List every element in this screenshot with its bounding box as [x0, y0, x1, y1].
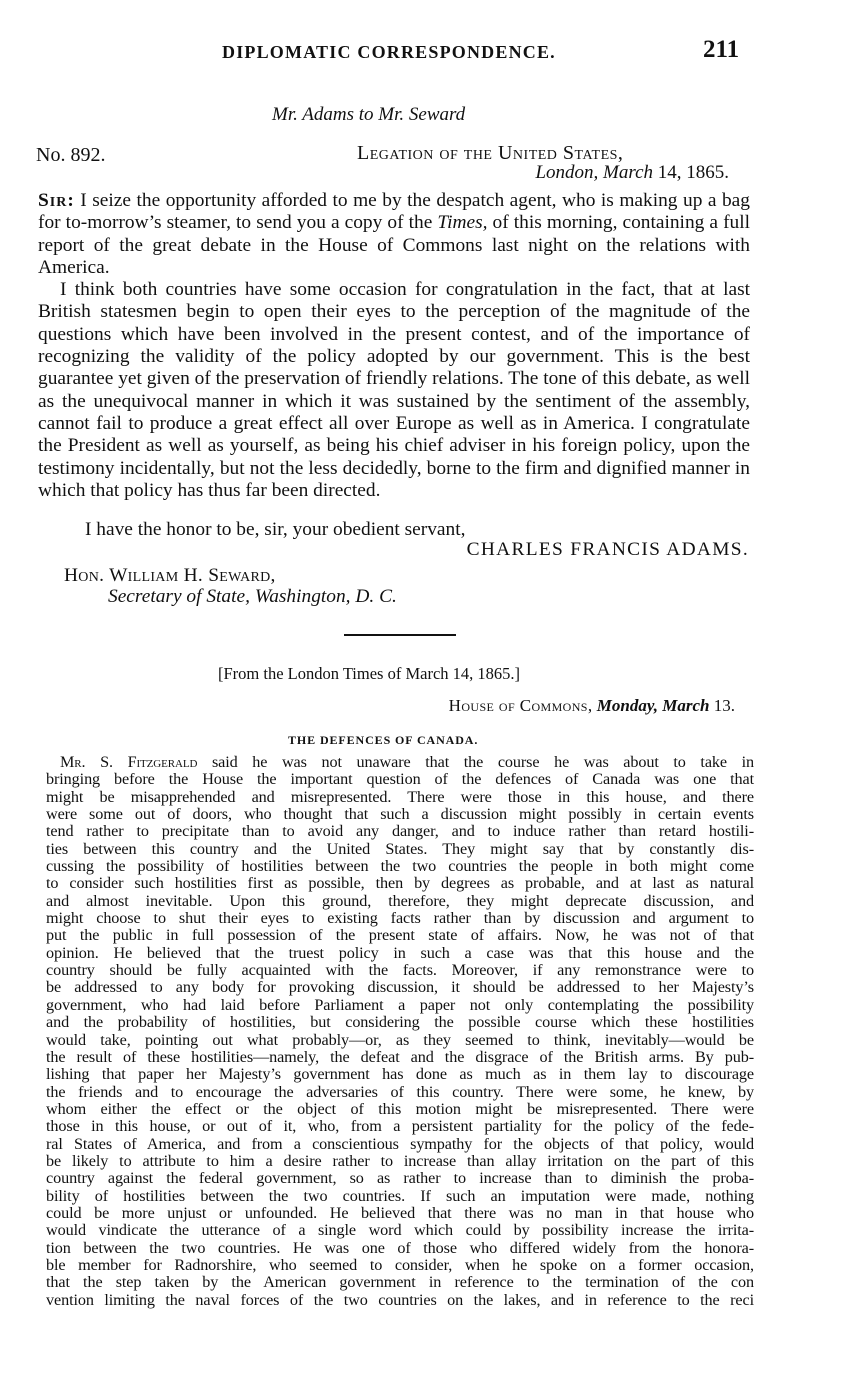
letter-paragraph-1 [38, 190, 750, 279]
report-line [46, 1188, 754, 1205]
report-line [46, 1153, 754, 1170]
report-line [46, 1136, 754, 1153]
separator-rule [344, 634, 456, 636]
report-line [46, 997, 754, 1014]
dateline [535, 162, 729, 184]
debate-report [46, 754, 754, 1309]
report-line [46, 858, 754, 875]
report-line-text: would vindicate the utterance of a single word which could by possibility increase the irrita- [46, 1221, 754, 1240]
report-line [46, 789, 754, 806]
report-line-text: and the probability of hostilities, but considering the possible course which these hostilities [46, 1013, 754, 1032]
report-line [46, 1240, 754, 1257]
running-title: DIPLOMATIC CORRESPONDENCE. [222, 42, 556, 62]
report-line [46, 823, 754, 840]
dateline-place: London, [535, 162, 599, 183]
report-line [46, 875, 754, 892]
report-line [46, 1066, 754, 1083]
report-line-text: that the step taken by the American government in reference to the termination of the con [46, 1273, 754, 1292]
report-line [46, 1170, 754, 1187]
house-name: House of Commons, [448, 696, 593, 715]
report-line [46, 979, 754, 996]
report-line [46, 1222, 754, 1239]
report-line [46, 1292, 754, 1309]
report-line-text: vention limiting the naval forces of the two countries on the lakes, and in reference to the reci [46, 1290, 754, 1309]
report-line [46, 1049, 754, 1066]
salutation: Sir: [38, 190, 75, 211]
report-line-text: would take, pointing out what probably—or, as they seemed to think, inevitably—would be [46, 1030, 754, 1049]
report-line-text: were some out of doors, who thought that such a discussion might possibly in certain events [46, 805, 754, 824]
report-line-text: ties between this country and the United States. They might say that by constantly dis- [46, 839, 754, 858]
p1-text-b: of this morning, containing a full report of the great debate in the House of Commons last night on the relations with America. [38, 212, 750, 278]
report-line-text: lishing that paper her Majesty’s government has done as much as in them lay to discourage [46, 1065, 754, 1084]
report-line-text: bringing before the House the important question of the defences of Canada was one that [46, 770, 754, 789]
house-day: Monday, [596, 696, 659, 715]
report-line-text: be likely to attribute to him a desire rather to increase than allay irritation on the part of this [46, 1151, 754, 1170]
times-title: Times, [437, 212, 488, 234]
report-line-text: might be misapprehended and misrepresented. There were those in this house, and there [46, 787, 754, 806]
speaker-name: Mr. S. Fitzgerald [60, 753, 212, 771]
report-line-text: be addressed to any body for provoking discussion, it should be addressed to her Majesty’s [46, 978, 754, 997]
report-line [46, 910, 754, 927]
report-line-text: ral States of America, and from a conscientious sympathy for the objects of that policy, would [46, 1134, 754, 1153]
clipping-house-line [449, 696, 735, 716]
report-line [46, 1274, 754, 1291]
addressee-title: Secretary of State, Washington, D. C. [108, 586, 397, 607]
despatch-number: No. 892. [36, 144, 106, 166]
report-line-text: ble member for Radnorshire, who seemed to consider, when he spoke on a former occasion, [46, 1255, 754, 1274]
legation-line: Legation of the United States, [357, 142, 624, 164]
report-line-text: said he was not unaware that the course he was about to take in [211, 753, 755, 771]
section-title: THE DEFENCES OF CANADA. [288, 733, 479, 747]
report-line-text: whom either the effect or the object of this motion might be misrepresented. There were [46, 1099, 754, 1118]
report-line-text: the result of these hostilities—namely, the defeat and the disgrace of the British arms. By pub- [46, 1047, 754, 1066]
report-line [46, 1257, 754, 1274]
report-line-text: put the public in full possession of the present state of affairs. Now, he was not of that [46, 926, 754, 945]
report-line-text: the friends and to encourage the adversaries of this country. There were some, he knew, by [46, 1082, 754, 1101]
p1-text-a: I seize the opportunity afforded to me by the despatch agent, who is making up a bag for to-morrow’s steamer, to send you a copy of the [38, 190, 750, 234]
page-number: 211 [703, 36, 740, 63]
report-line-text: government, who had laid before Parliament a paper not only contemplating the possibility [46, 995, 754, 1014]
report-line-text: to consider such hostilities first as possible, then by degrees as probable, and at last as natural [46, 874, 754, 893]
report-line [46, 1084, 754, 1101]
addressee: Hon. William H. Seward, [64, 565, 276, 586]
letter-body [38, 190, 750, 502]
report-line [46, 927, 754, 944]
report-line [46, 945, 754, 962]
dateline-date: 14, 1865. [657, 162, 729, 183]
report-line [46, 806, 754, 823]
report-line-text: might choose to shut their eyes to existing facts rather than by discussion and argument to [46, 909, 754, 928]
letter-paragraph-2: I think both countries have some occasion for congratulation in the fact, that at last British statesmen begin to open their eyes to the perception of the magnitude of the questions which have been involved in the present contest, and of the importance of recognizing the validity of the policy adopted by our government. This is the best guarantee yet given of the preservation of friendly relations. The tone of this debate, as well as the unequivocal manner in which it was sustained by the sentiment of the assembly, cannot fail to produce a great effect all over Europe as well as in America. I congratulate the President as well as yourself, as being his chief adviser in his foreign policy, upon the testimony incidentally, but not the less decidedly, borne to the firm and dignified manner in which that policy has thus far been directed. [38, 279, 750, 501]
report-line [46, 1014, 754, 1031]
report-line-text: could be more unjust or unfounded. He believed that there was no man in that house who [46, 1203, 754, 1222]
letter-heading: Mr. Adams to Mr. Seward [272, 104, 466, 125]
report-line [46, 771, 754, 788]
report-line-text: and almost inevitable. Upon this ground, therefore, they might deprecate discussion, and [46, 891, 754, 910]
report-line [46, 1032, 754, 1049]
report-line [46, 1118, 754, 1135]
report-line [46, 893, 754, 910]
clipping-source: [From the London Times of March 14, 1865.] [218, 664, 521, 683]
house-month: March [662, 696, 710, 715]
closing-line: I have the honor to be, sir, your obedient servant, [85, 519, 466, 540]
report-line [46, 962, 754, 979]
report-line-text: bility of hostilities between the two countries. If such an imputation were made, nothing [46, 1186, 754, 1205]
report-line-text: opinion. He believed that the truest policy in such a case was that this house and the [46, 943, 754, 962]
report-line-text: cussing the possibility of hostilities between the two countries the people in both might come [46, 857, 754, 876]
signature: CHARLES FRANCIS ADAMS. [466, 539, 749, 560]
report-line-text: those in this house, or out of it, who, from a persistent partiality for the policy of the fede- [46, 1117, 754, 1136]
report-line-text: tend rather to precipitate than to avoid any danger, and to induce rather than retard hostili- [46, 822, 754, 841]
report-line [46, 841, 754, 858]
report-line-text: country should be fully acquainted with the facts. Moreover, if any remonstrance were to [46, 961, 754, 980]
report-line [46, 1205, 754, 1222]
dateline-month: March [603, 162, 653, 183]
report-line-text: country against the federal government, so as rather to increase than to diminish the proba- [46, 1169, 754, 1188]
report-line [46, 754, 754, 771]
report-line-text: tion between the two countries. He was one of those who differed widely from the honora- [46, 1238, 754, 1257]
report-line [46, 1101, 754, 1118]
house-date: 13. [713, 696, 735, 715]
